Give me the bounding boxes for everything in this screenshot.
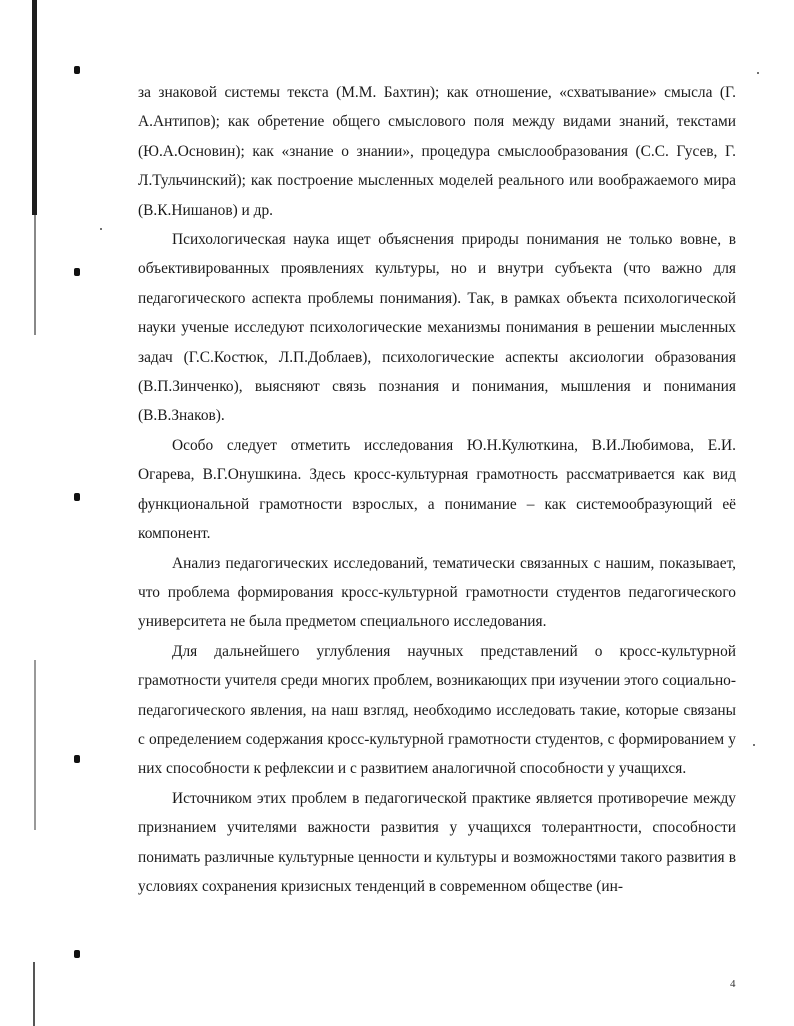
document-body	[138, 78, 736, 901]
paragraph: Для дальнейшего углубления научных представлений о кросс-культурной грамотности учителя среди многих проблем, возникающих при изучении этого социально-педагогического явления, на наш взгляд, необходимо исследовать такие, которые связаны с определением содержания кросс-культурной грамотности студентов, с формированием у них способности к рефлексии и с развитием аналогичной способности у учащихся.	[138, 642, 736, 778]
binding-edge-shadow	[34, 660, 36, 830]
punch-hole-mark	[74, 268, 80, 276]
punch-hole-mark	[74, 66, 80, 74]
paragraph: Источником этих проблем в педагогической практике является противоречие между признанием учителями важности развития у учащихся толерантности, способности понимать различные культурные ценности и культуры и возможностями такого развития в условиях сохранения кризисных тенденций в современном обществе (ин-	[138, 789, 736, 895]
punch-hole-mark	[74, 493, 80, 501]
scan-speck	[753, 744, 755, 746]
paragraph-continuation: за знаковой системы текста (М.М. Бахтин); как отношение, «схватывание» смысла (Г. А.Антипов); как обретение общего смыслового поля между видами знаний, текстами (Ю.А.Основин); как «знание о знании», процедура смыслообразования (С.С. Гусев, Г. Л.Тульчинский); как построение мысленных моделей реального или воображаемого мира (В.К.Нишанов) и др.	[138, 84, 736, 219]
paragraph: Особо следует отметить исследования Ю.Н.Кулюткина, В.И.Любимова, Е.И. Огарева, В.Г.Онушкина. Здесь кросс-культурная грамотность рассматривается как вид функциональной грамотности взрослых, а понимание – как системообразующий её компонент.	[138, 436, 736, 543]
binding-edge-bottom	[33, 962, 35, 1026]
punch-hole-mark	[74, 755, 80, 763]
punch-hole-mark	[74, 950, 80, 958]
binding-edge	[32, 0, 37, 215]
page-number: 4	[730, 978, 736, 990]
scan-speck	[757, 72, 759, 74]
binding-edge-shadow	[34, 215, 36, 335]
scan-speck	[100, 228, 102, 230]
paragraph: Анализ педагогических исследований, тематически связанных с нашим, показывает, что проблема формирования кросс-культурной грамотности студентов педагогического университета не была предметом специального исследования.	[138, 554, 736, 631]
paragraph: Психологическая наука ищет объяснения природы понимания не только вовне, в объективированных проявлениях культуры, но и внутри субъекта (что важно для педагогического аспекта проблемы понимания). Так, в рамках объекта психологической науки ученые исследуют психологические механизмы понимания в решении мысленных задач (Г.С.Костюк, Л.П.Доблаев), психологические аспекты аксиологии образования (В.П.Зинченко), выясняют связь познания и понимания, мышления и понимания (В.В.Знаков).	[138, 231, 736, 425]
